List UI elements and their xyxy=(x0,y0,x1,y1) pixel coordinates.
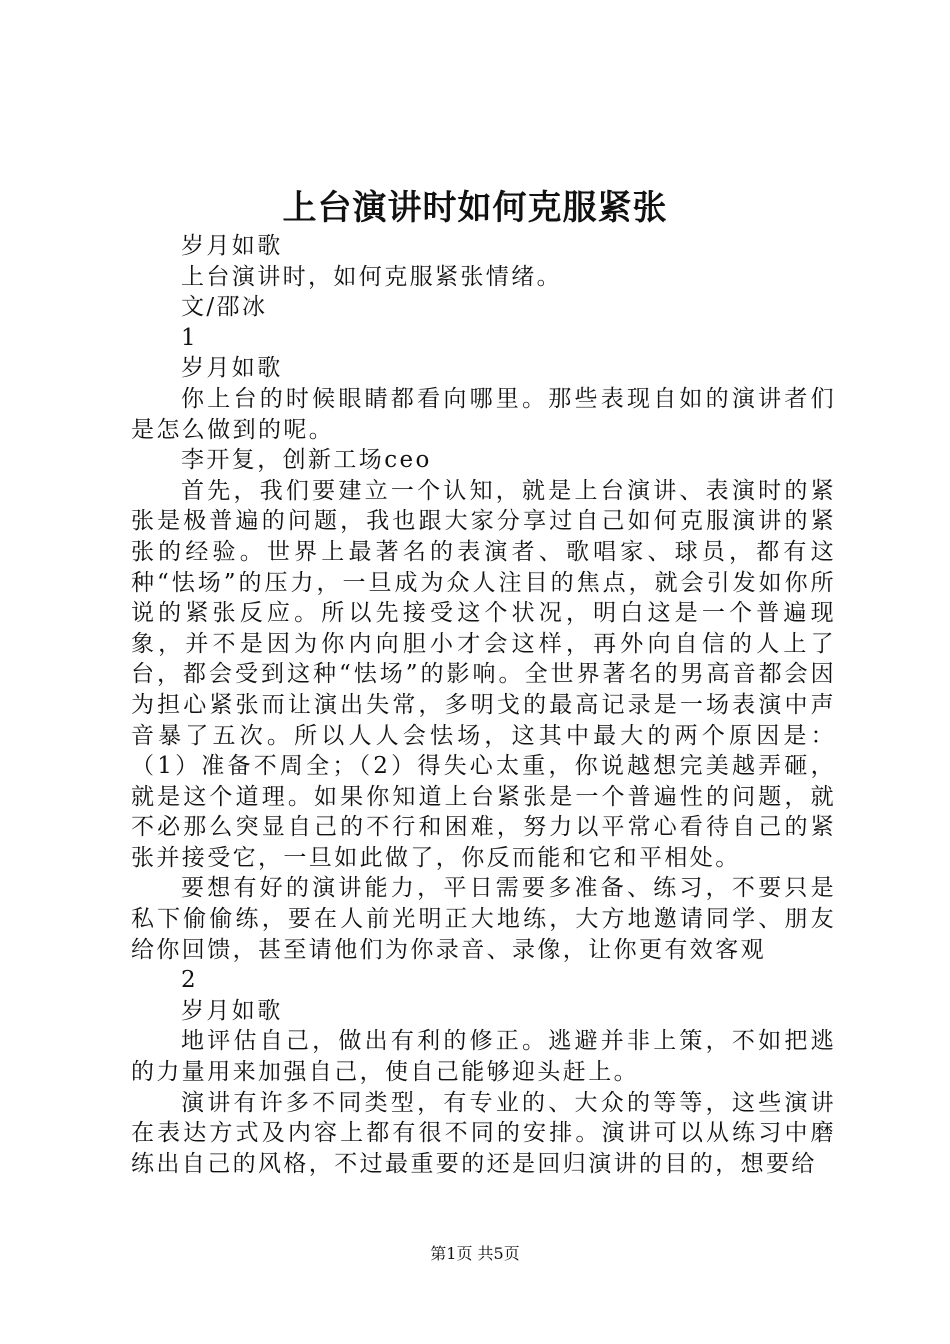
paragraph: 演讲有许多不同类型，有专业的、大众的等等，这些演讲在表达方式及内容上都有很不同的安排。演讲可以从练习中磨练出自己的风格，不过最重要的还是回归演讲的目的，想要给 xyxy=(131,1089,836,1177)
running-header: 岁月如歌 xyxy=(181,233,283,259)
paragraph: 你上台的时候眼睛都看向哪里。那些表现自如的演讲者们是怎么做到的呢。 xyxy=(131,385,836,443)
author-line: 文/邵冰 xyxy=(181,294,268,321)
section-number: 2 xyxy=(181,967,199,994)
paragraph: 地评估自己，做出有利的修正。逃避并非上策，不如把逃的力量用来加强自己，使自己能够迎头赶上。 xyxy=(131,1028,836,1086)
page-footer: 第1页 共5页 xyxy=(430,1244,520,1263)
running-header: 岁月如歌 xyxy=(181,997,283,1024)
subtitle: 上台演讲时，如何克服紧张情绪。 xyxy=(181,263,562,290)
speaker-line: 李开复，创新工场ceo xyxy=(181,447,432,474)
paragraph: 要想有好的演讲能力，平日需要多准备、练习，不要只是私下偷偷练，要在人前光明正大地练，大方地邀请同学、朋友给你回馈，甚至请他们为你录音、录像，让你更有效客观 xyxy=(131,875,836,963)
section-number: 1 xyxy=(181,324,199,351)
document-title: 上台演讲时如何克服紧张 xyxy=(282,188,668,228)
running-header: 岁月如歌 xyxy=(181,355,283,382)
paragraph: 首先，我们要建立一个认知，就是上台演讲、表演时的紧张是极普遍的问题，我也跟大家分享过自己如何克服演讲的紧张的经验。世界上最著名的表演者、歌唱家、球员，都有这种“怯场”的压力，一旦成为众人注目的焦点，就会引发如你所说的紧张反应。所以先接受这个状况，明白这是一个普遍现象，并不是因为你内向胆小才会这样，再外向自信的人上了台，都会受到这种“怯场”的影响。全世界著名的男高音都会因为担心紧张而让演出失常，多明戈的最高记录是一场表演中声音暴了五次。所以人人会怯场，这其中最大的两个原因是：（1）准备不周全；（2）得失心太重，你说越想完美越弄砸，就是这个道理。如果你知道上台紧张是一个普遍性的问题，就不必那么突显自己的不行和困难，努力以平常心看待自己的紧张并接受它，一旦如此做了，你反而能和它和平相处。 xyxy=(131,477,836,871)
document-body xyxy=(131,231,836,1179)
